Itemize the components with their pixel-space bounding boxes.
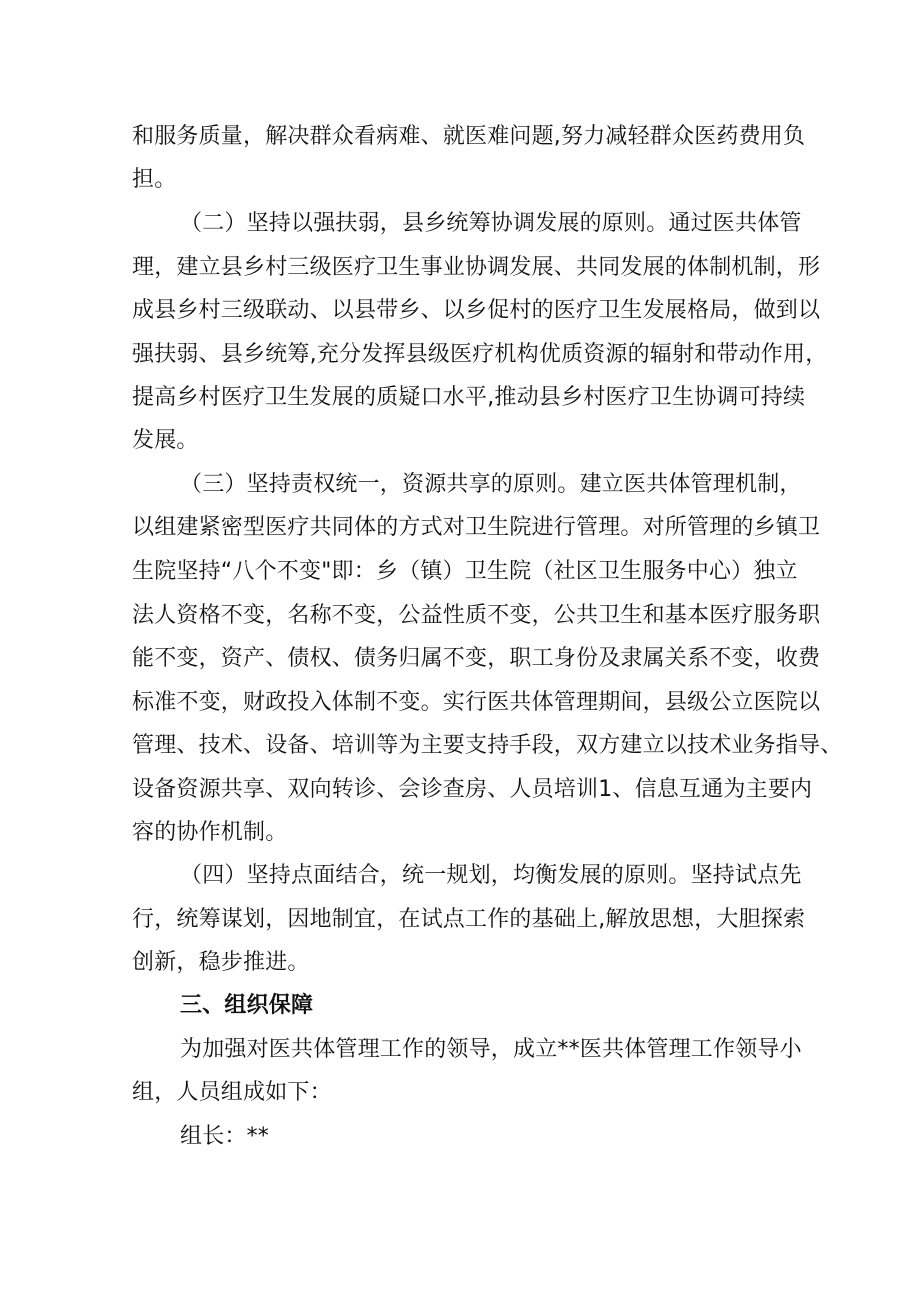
paragraph-3-line-1: （三）坚持责权统一，资源共享的原则。建立医共体管理机制， [180,472,802,497]
paragraph-3-line-2: 以组建紧密型医疗共同体的方式对卫生院进行管理。对所管理的乡镇卫 [132,515,821,540]
paragraph-3-line-4: 法人资格不变，名称不变，公益性质不变，公共卫生和基本医疗服务职 [132,603,821,628]
leader-line: 组长：** [180,1124,270,1149]
paragraph-3-line-8: 设备资源共享、双向转诊、会诊查房、人员培训1、信息互通为主要内 [132,777,813,802]
paragraph-2-line-3: 成县乡村三级联动、以县带乡、以乡促村的医疗卫生发展格局，做到以 [132,298,821,323]
paragraph-2-line-1: （二）坚持以强扶弱，县乡统筹协调发展的原则。通过医共体管 [180,211,802,236]
paragraph-4-line-1: （四）坚持点面结合，统一规划，均衡发展的原则。坚持试点先 [180,863,802,888]
paragraph-3-line-5: 能不变，资产、债权、债务归属不变，职工身份及隶属关系不变，收费 [132,646,821,671]
paragraph-1-line-1: 和服务质量，解决群众看病难、就医难问题,努力减轻群众医药费用负 [132,124,806,149]
paragraph-3-line-9: 容的协作机制。 [132,820,288,845]
paragraph-2-line-4: 强扶弱、县乡统筹,充分发挥县级医疗机构优质资源的辐射和带动作用， [132,342,828,367]
paragraph-2-line-6: 发展。 [132,428,199,453]
section-heading: 三、组织保障 [180,993,314,1018]
paragraph-4-line-2: 行，统筹谋划，因地制宜，在试点工作的基础上,解放思想，大胆探索 [132,907,806,932]
paragraph-5-line-2: 组，人员组成如下： [132,1080,332,1105]
paragraph-5-line-1: 为加强对医共体管理工作的领导，成立**医共体管理工作领导小 [180,1037,802,1062]
paragraph-3-line-7: 管理、技术、设备、培训等为主要支持手段，双方建立以技术业务指导、 [132,733,843,758]
paragraph-2-line-2: 理，建立县乡村三级医疗卫生事业协调发展、共同发展的体制机制，形 [132,255,821,280]
paragraph-1-line-2: 担。 [132,167,177,192]
paragraph-4-line-3: 创新，稳步推进。 [132,950,310,975]
paragraph-3-line-3: 生院坚持“八个不变"即：乡（镇）卫生院（社区卫生服务中心）独立 [132,559,798,584]
paragraph-2-line-5: 提高乡村医疗卫生发展的质疑口水平,推动县乡村医疗卫生协调可持续 [132,385,806,410]
paragraph-3-line-6: 标准不变，财政投入体制不变。实行医共体管理期间，县级公立医院以 [132,690,821,715]
